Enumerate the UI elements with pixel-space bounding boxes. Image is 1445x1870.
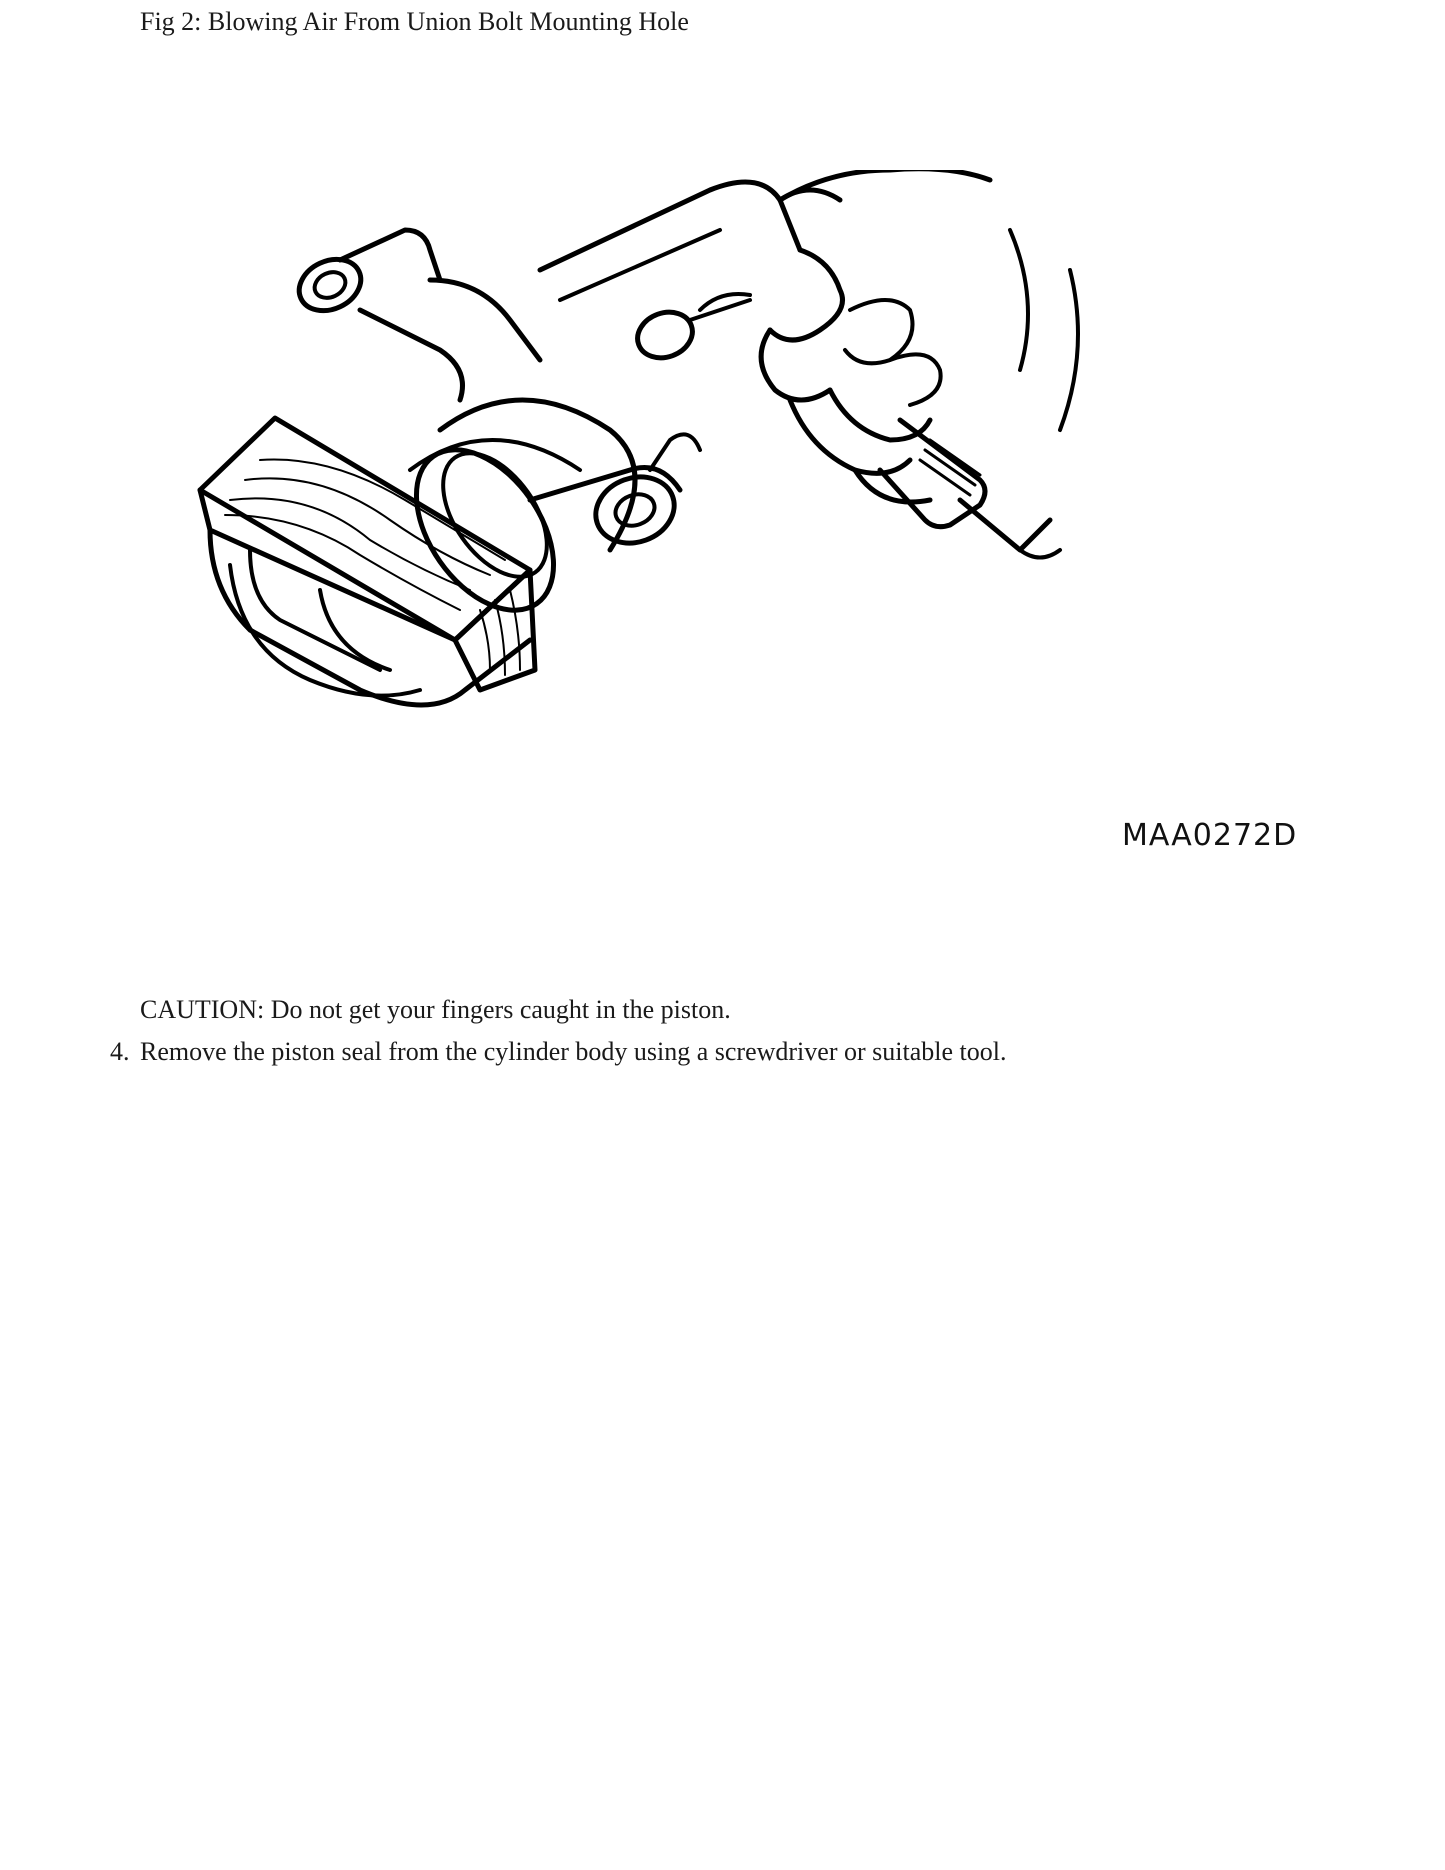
caution-note: CAUTION: Do not get your fingers caught in the piston.	[140, 995, 731, 1024]
lower-bolt-icon	[530, 434, 700, 553]
air-gun-icon	[540, 182, 1060, 558]
step-item	[110, 1036, 1006, 1068]
mounting-bolt-icon	[291, 230, 540, 400]
step-text: Remove the piston seal from the cylinder body using a screwdriver or suitable tool.	[140, 1037, 1007, 1066]
brake-caliper-illustration-icon	[190, 170, 1290, 870]
figure-caption: Fig 2: Blowing Air From Union Bolt Mounting Hole	[140, 7, 689, 36]
step-number: 4.	[110, 1037, 130, 1066]
hand-icon	[700, 170, 1078, 502]
figure-code: MAA0272D	[1122, 818, 1298, 853]
